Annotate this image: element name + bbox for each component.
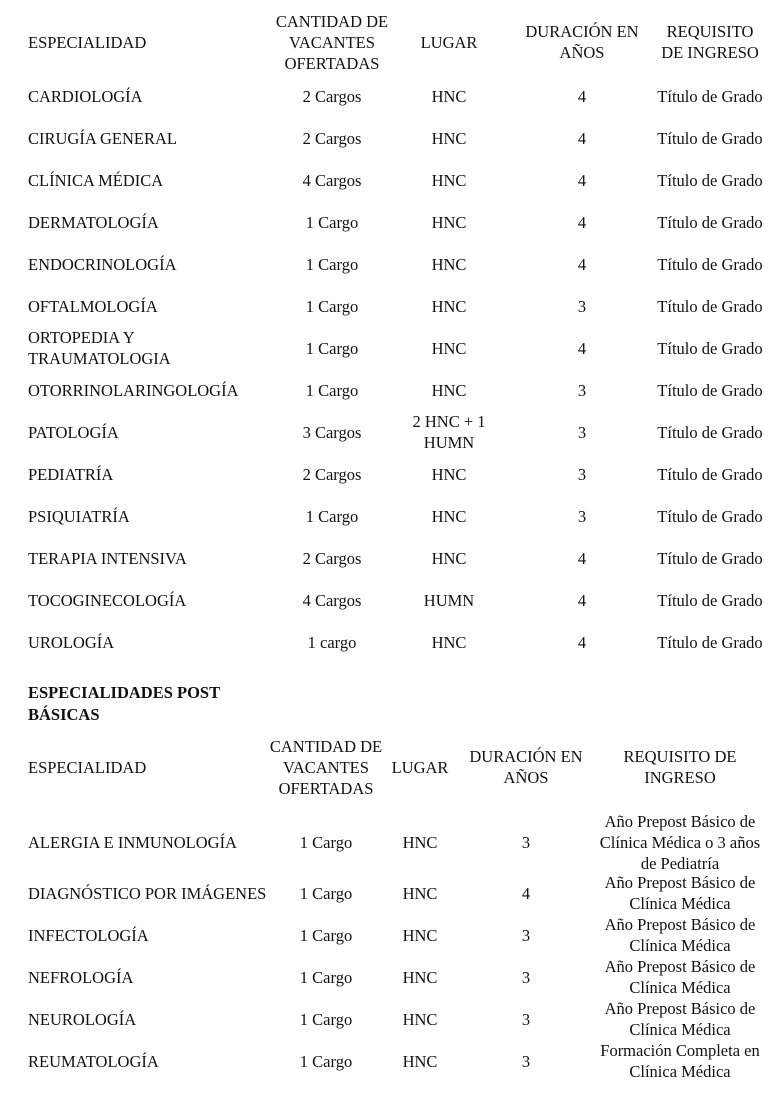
table1-cell-requisito: Título de Grado — [657, 506, 763, 526]
table1-cell-requisito: Título de Grado — [657, 86, 763, 106]
table2-cell-especialidad: INFECTOLOGÍA — [28, 925, 149, 945]
table2-cell-requisito: Año Prepost Básico de Clínica Médica — [604, 873, 756, 913]
table1-cell-cantidad: 1 Cargo — [305, 506, 359, 526]
table1-cell-especialidad: UROLOGÍA — [28, 632, 115, 652]
table2-cell-duracion: 3 — [521, 1051, 531, 1071]
table1-cell-lugar: 2 HNC + 1 HUMN — [412, 412, 486, 452]
table1-cell-requisito: Título de Grado — [657, 464, 763, 484]
table2-cell-requisito: Año Prepost Básico de Clínica Médica o 3 años de Pediatría — [599, 811, 761, 873]
table2-header-especialidad: ESPECIALIDAD — [28, 757, 147, 777]
table2-header-duracion: DURACIÓN EN AÑOS — [469, 747, 583, 787]
table2-cell-duracion: 3 — [521, 925, 531, 945]
table1-cell-especialidad: OFTALMOLOGÍA — [28, 296, 158, 316]
table1-cell-lugar: HNC — [431, 212, 467, 232]
table2-cell-cantidad: 1 Cargo — [299, 967, 353, 987]
table2-cell-lugar: HNC — [402, 883, 438, 903]
table1-cell-lugar: HNC — [431, 506, 467, 526]
table2-cell-cantidad: 1 Cargo — [299, 925, 353, 945]
table2-cell-requisito: Año Prepost Básico de Clínica Médica — [604, 915, 756, 955]
table1-cell-duracion: 4 — [577, 590, 587, 610]
table2-cell-especialidad: REUMATOLOGÍA — [28, 1051, 159, 1071]
table1-cell-lugar: HNC — [431, 632, 467, 652]
table1-cell-especialidad: PSIQUIATRÍA — [28, 506, 130, 526]
table1-cell-lugar: HNC — [431, 86, 467, 106]
table1-cell-duracion: 4 — [577, 254, 587, 274]
table2-cell-especialidad: ALERGIA E INMUNOLOGÍA — [28, 832, 237, 852]
table1-cell-requisito: Título de Grado — [657, 548, 763, 568]
table1-cell-especialidad: TERAPIA INTENSIVA — [28, 548, 187, 568]
table1-cell-especialidad: DERMATOLOGÍA — [28, 212, 159, 232]
table2-cell-lugar: HNC — [402, 832, 438, 852]
table1-cell-lugar: HNC — [431, 380, 467, 400]
table2-cell-requisito: Formación Completa en Clínica Médica — [600, 1041, 760, 1081]
table1-cell-duracion: 4 — [577, 632, 587, 652]
table1-cell-duracion: 4 — [577, 212, 587, 232]
table1-cell-especialidad: TOCOGINECOLOGÍA — [28, 590, 187, 610]
table1-cell-duracion: 4 — [577, 548, 587, 568]
table2-cell-duracion: 3 — [521, 967, 531, 987]
table2-cell-cantidad: 1 Cargo — [299, 1051, 353, 1071]
table1-cell-lugar: HNC — [431, 254, 467, 274]
table1-cell-lugar: HNC — [431, 128, 467, 148]
table2-cell-duracion: 3 — [521, 1009, 531, 1029]
table1-cell-duracion: 4 — [577, 338, 587, 358]
table1-cell-cantidad: 1 Cargo — [305, 380, 359, 400]
table1-cell-especialidad: ORTOPEDIA Y TRAUMATOLOGIA — [28, 328, 171, 368]
table2-cell-especialidad: DIAGNÓSTICO POR IMÁGENES — [28, 883, 267, 903]
table1-cell-duracion: 3 — [577, 296, 587, 316]
table2-cell-cantidad: 1 Cargo — [299, 1009, 353, 1029]
section-title-post-basicas: ESPECIALIDADES POST BÁSICAS — [28, 683, 220, 724]
table1-cell-especialidad: CARDIOLOGÍA — [28, 86, 143, 106]
table1-cell-cantidad: 3 Cargos — [302, 422, 362, 442]
table2-cell-duracion: 4 — [521, 883, 531, 903]
table1-cell-duracion: 4 — [577, 128, 587, 148]
table1-cell-especialidad: CLÍNICA MÉDICA — [28, 170, 164, 190]
table2-cell-especialidad: NEFROLOGÍA — [28, 967, 134, 987]
table1-cell-especialidad: CIRUGÍA GENERAL — [28, 128, 177, 148]
table1-cell-cantidad: 1 cargo — [307, 632, 357, 652]
table1-cell-requisito: Título de Grado — [657, 170, 763, 190]
table2-cell-lugar: HNC — [402, 967, 438, 987]
table2-cell-lugar: HNC — [402, 1009, 438, 1029]
table1-cell-requisito: Título de Grado — [657, 422, 763, 442]
table1-cell-requisito: Título de Grado — [657, 380, 763, 400]
table2-cell-requisito: Año Prepost Básico de Clínica Médica — [604, 999, 756, 1039]
table1-cell-lugar: HNC — [431, 296, 467, 316]
table1-cell-requisito: Título de Grado — [657, 128, 763, 148]
table1-cell-requisito: Título de Grado — [657, 590, 763, 610]
table1-cell-especialidad: PEDIATRÍA — [28, 464, 114, 484]
table2-header-requisito: REQUISITO DE INGRESO — [623, 747, 737, 787]
table2-header-cantidad: CANTIDAD DE VACANTES OFERTADAS — [269, 736, 383, 798]
table1-cell-duracion: 3 — [577, 380, 587, 400]
table1-cell-cantidad: 1 Cargo — [305, 254, 359, 274]
table1-cell-requisito: Título de Grado — [657, 212, 763, 232]
table1-cell-cantidad: 1 Cargo — [305, 212, 359, 232]
table2-cell-cantidad: 1 Cargo — [299, 832, 353, 852]
table1-cell-cantidad: 2 Cargos — [302, 548, 362, 568]
table2-cell-cantidad: 1 Cargo — [299, 883, 353, 903]
table1-cell-requisito: Título de Grado — [657, 632, 763, 652]
table2-cell-duracion: 3 — [521, 832, 531, 852]
table1-cell-cantidad: 4 Cargos — [302, 170, 362, 190]
table2-cell-requisito: Año Prepost Básico de Clínica Médica — [604, 957, 756, 997]
table1-cell-especialidad: OTORRINOLARINGOLOGÍA — [28, 380, 239, 400]
table1-cell-especialidad: PATOLOGÍA — [28, 422, 119, 442]
table2-cell-lugar: HNC — [402, 925, 438, 945]
table1-cell-cantidad: 1 Cargo — [305, 296, 359, 316]
table2-header-lugar: LUGAR — [391, 757, 449, 777]
table1-header-duracion: DURACIÓN EN AÑOS — [525, 22, 639, 62]
table1-cell-cantidad: 2 Cargos — [302, 86, 362, 106]
table1-cell-requisito: Título de Grado — [657, 254, 763, 274]
table1-cell-lugar: HNC — [431, 338, 467, 358]
table1-header-lugar: LUGAR — [420, 32, 478, 52]
table1-cell-duracion: 4 — [577, 86, 587, 106]
table1-cell-lugar: HNC — [431, 170, 467, 190]
table1-header-requisito: REQUISITO DE INGRESO — [661, 22, 759, 62]
table1-cell-duracion: 3 — [577, 464, 587, 484]
table1-cell-duracion: 4 — [577, 170, 587, 190]
table1-cell-cantidad: 2 Cargos — [302, 128, 362, 148]
table1-cell-duracion: 3 — [577, 422, 587, 442]
table1-cell-cantidad: 1 Cargo — [305, 338, 359, 358]
table1-cell-cantidad: 4 Cargos — [302, 590, 362, 610]
table1-cell-duracion: 3 — [577, 506, 587, 526]
table1-cell-lugar: HNC — [431, 464, 467, 484]
table2-cell-especialidad: NEUROLOGÍA — [28, 1009, 137, 1029]
table1-cell-requisito: Título de Grado — [657, 296, 763, 316]
table1-header-especialidad: ESPECIALIDAD — [28, 32, 147, 52]
table2-cell-lugar: HNC — [402, 1051, 438, 1071]
table1-cell-especialidad: ENDOCRINOLOGÍA — [28, 254, 177, 274]
table1-cell-cantidad: 2 Cargos — [302, 464, 362, 484]
table1-header-cantidad: CANTIDAD DE VACANTES OFERTADAS — [275, 11, 389, 73]
table1-cell-lugar: HUMN — [423, 590, 475, 610]
table1-cell-requisito: Título de Grado — [657, 338, 763, 358]
table1-cell-lugar: HNC — [431, 548, 467, 568]
